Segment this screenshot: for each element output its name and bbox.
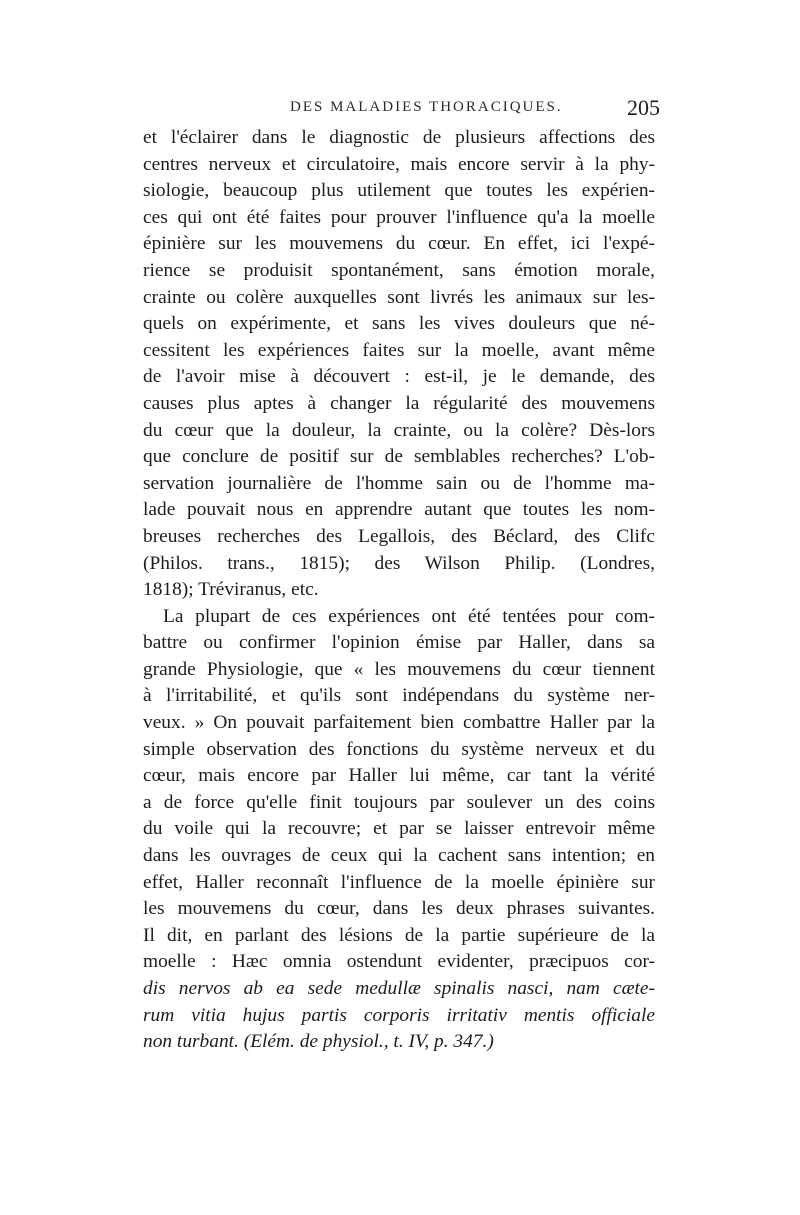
text-line: ces qui ont été faites pour prouver l'influence qu'a la moelle <box>143 206 655 228</box>
text-line: centres nerveux et circulatoire, mais encore servir à la phy- <box>143 153 655 175</box>
text-line: causes plus aptes à changer la régularité des mouvemens <box>143 392 655 414</box>
text-line-latin: non turbant. (Elém. de physiol., t. IV, p. 347.) <box>143 1031 494 1053</box>
text-line-citation: (Philos. trans., 1815); des Wilson Philip. (Londres, <box>143 552 655 574</box>
text-line: et l'éclairer dans le diagnostic de plusieurs affections des <box>143 127 655 148</box>
text-line: a de force qu'elle finit toujours par soulever un des coins <box>143 791 655 813</box>
page-header <box>140 95 660 125</box>
text-line: cessitent les expériences faites sur la moelle, avant même <box>143 339 655 361</box>
text-line: cœur, mais encore par Haller lui même, car tant la vérité <box>143 765 655 787</box>
text-line: battre ou confirmer l'opinion émise par Haller, dans sa <box>143 632 655 654</box>
page-number: 205 <box>627 95 660 120</box>
text-line-latin: moelle : Hæc omnia ostendunt evidenter, præcipuos cor- <box>143 951 655 973</box>
text-line: épinière sur les mouvemens du cœur. En effet, ici l'expé- <box>143 233 655 255</box>
text-line: simple observation des fonctions du système nerveux et du <box>143 738 655 760</box>
text-line: effet, Haller reconnaît l'influence de la moelle épinière sur <box>143 871 655 893</box>
paragraph-1 <box>143 125 655 604</box>
text-line: breuses recherches des Legallois, des Béclard, des Clifc <box>143 525 655 547</box>
text-line-latin: rum vitia hujus partis corporis irritativ mentis officiale <box>143 1004 655 1026</box>
text-line: que conclure de positif sur de semblables recherches? L'ob- <box>143 446 655 468</box>
text-line: crainte ou colère auxquelles sont livrés les animaux sur les- <box>143 286 655 308</box>
text-line: siologie, beaucoup plus utilement que toutes les expérien- <box>143 180 655 202</box>
text-line-latin: dis nervos ab ea sede medullæ spinalis nasci, nam cæte- <box>143 978 655 999</box>
text-line: Il dit, en parlant des lésions de la partie supérieure de la <box>143 924 655 946</box>
running-head: DES MALADIES THORACIQUES. <box>290 99 563 115</box>
text-line: les mouvemens du cœur, dans les deux phrases suivantes. <box>143 898 655 920</box>
text-line: rience se produisit spontanément, sans émotion morale, <box>143 259 655 281</box>
text-line: à l'irritabilité, et qu'ils sont indépendans du système ner- <box>143 685 655 707</box>
text-line: La plupart de ces expériences ont été tentées pour com- <box>163 605 655 627</box>
text-line: servation journalière de l'homme sain ou de l'homme ma- <box>143 472 655 494</box>
text-line: veux. » On pouvait parfaitement bien combattre Haller par la <box>143 712 655 734</box>
text-line: du cœur que la douleur, la crainte, ou la colère? Dès-lors <box>143 419 655 441</box>
text-line: lade pouvait nous en apprendre autant que toutes les nom- <box>143 499 655 521</box>
paragraph-2 <box>143 604 655 1056</box>
body-text <box>143 125 655 1056</box>
text-line: dans les ouvrages de ceux qui la cachent sans intention; en <box>143 845 655 867</box>
text-line: quels on expérimente, et sans les vives douleurs que né- <box>143 313 655 335</box>
text-line: du voile qui la recouvre; et par se laisser entrevoir même <box>143 818 655 840</box>
text-line: grande Physiologie, que « les mouvemens du cœur tiennent <box>143 658 655 680</box>
text-line: 1818); Tréviranus, etc. <box>143 579 319 601</box>
text-line: de l'avoir mise à découvert : est-il, je le demande, des <box>143 366 655 388</box>
